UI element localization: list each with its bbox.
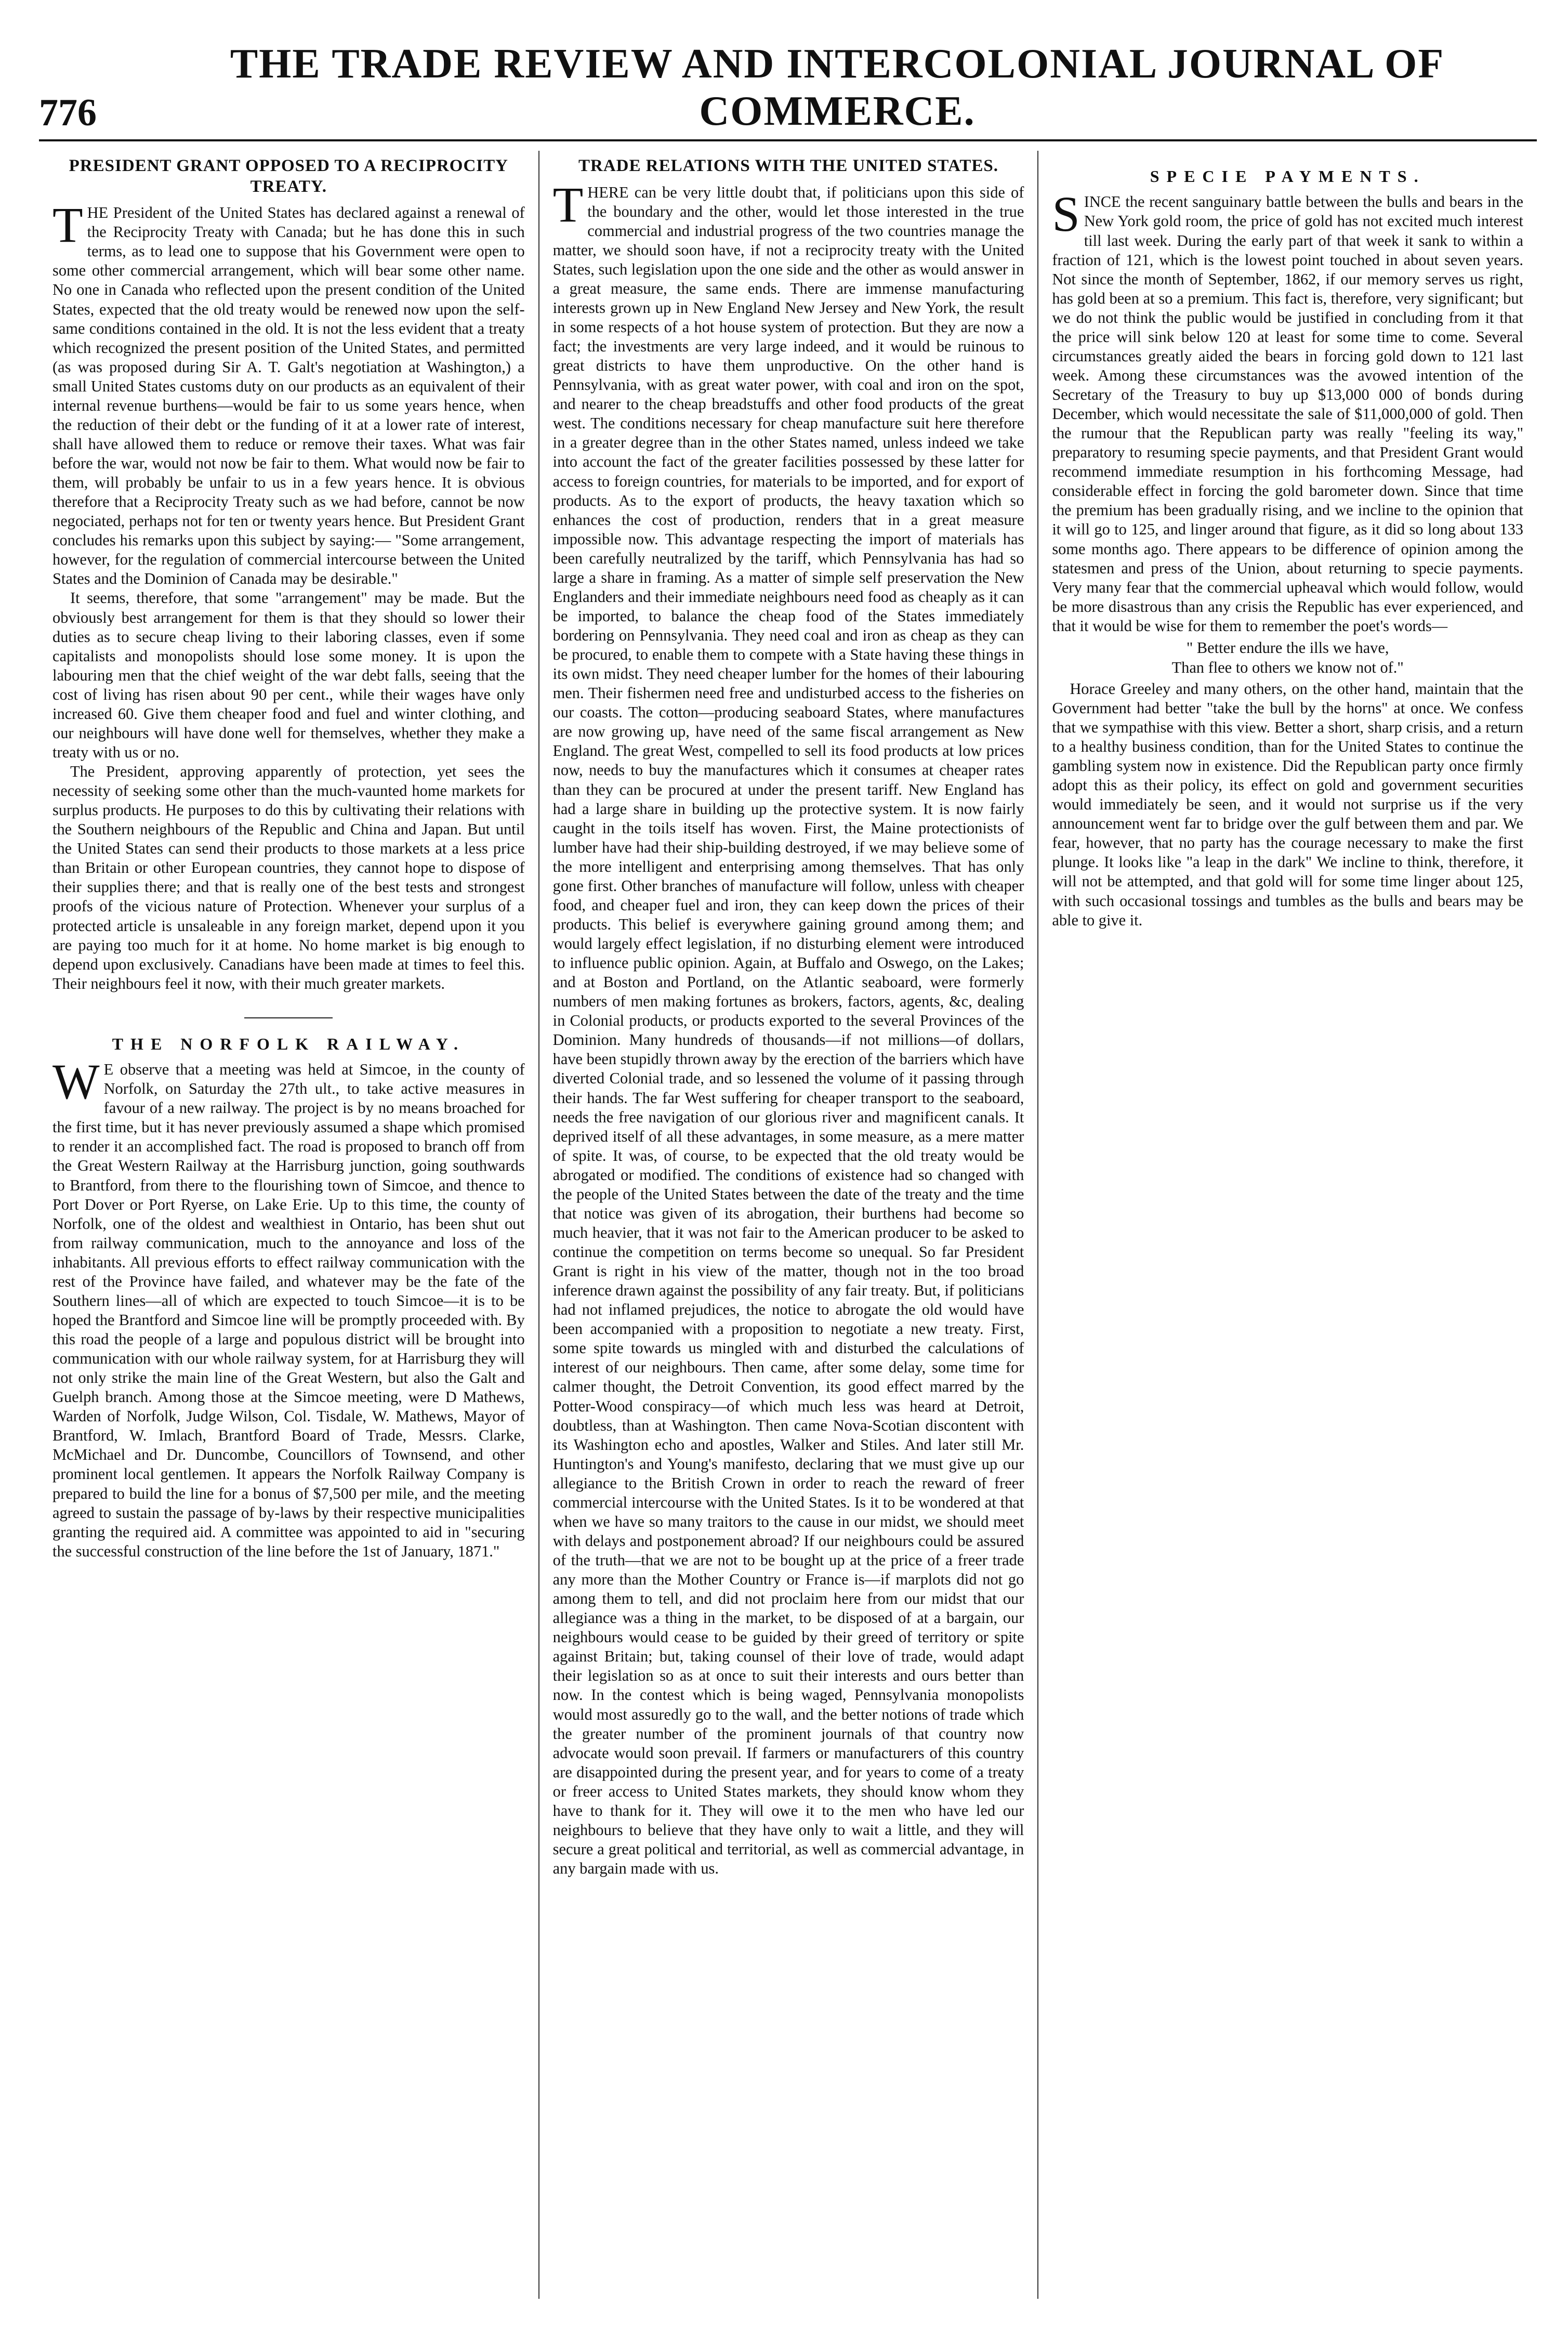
paragraph-text: HE President of the United States has declared against a renewal of the Reciprocity Treaty with Canada; but he has done this in such terms, as to lead one to suppose that his Government were open to some other commercial arrangement, which will bear some other name. No one in Canada who reflected upon the present condition of the United States, expected that the old treaty would be renewed now upon the self-same conditions contained in the old. It is not the less evident that a treaty which recognized the present position of the United States, and permitted (as was proposed during Sir A. T. Galt's negotiation at Washington,) a small United States customs duty on our products as an equivalent of their internal revenue burthens—would be fair to us some years hence, when the reduction of their debt or the funding of it at a lower rate of interest, shall have allowed them to reduce or remove their taxes. What was fair before the war, would not now be fair to them. What would now be fair to them, will probably be unfair to us in a few years hence. It is obvious therefore that a Reciprocity Treaty such as we had before, cannot be now negociated, perhaps not for ten or twenty years hence. But President Grant concludes his remarks upon this subject by saying:— "Some arrangement, however, for the regulation of commercial intercourse between the United States and the Dominion of Canada may be desirable." bbox=[52, 204, 525, 588]
column-3 bbox=[1037, 151, 1537, 2299]
paragraph-text: HERE can be very little doubt that, if politicians upon this side of the boundary and the other, would let those interested in the true commercial and industrial progress of the two countries manage the matter, we should soon have, if not a reciprocity treaty with the United States, such legislation upon the one side and the other as would answer in a great measure, the same ends. There are immense manufacturing interests grown up in New England New Jersey and New York, the result in some respects of a hot house system of protection. But they are now a fact; the investments are very large indeed, and it would be ruinous to great districts to have them unproductive. On the other hand is Pennsylvania, with as great water power, with coal and iron on the spot, and nearer to the cheap breadstuffs and other food products of the great west. The conditions necessary for cheap manufacture suit here therefore in a greater degree than in the other States named, unless indeed we take into account the fact of the greater facilities possessed by these latter for access to foreign countries, for materials to be imported, and for export of products. As to the export of products, the heavy taxation which so enhances the cost of production, renders that in a great measure impossible now. This advantage respecting the import of materials has been carefully neutralized by the tariff, which Pennsylvania has had so large a share in framing. As a matter of simple self preservation the New Englanders and their immediate neighbours need food as cheaply as it can be imported, to balance the cheap food of the States immediately bordering on Pennsylvania. They need coal and iron as cheap as they can be procured, to enable them to compete with a State having these things in its own midst. They need cheaper lumber for the homes of their labouring men. Their fishermen need free and undisturbed access to the fisheries on our coasts. The cotton—producing seaboard States, where manufactures are now growing up, have need of the same fiscal arrangement as New England. The great West, compelled to sell its food products at low prices now, needs to buy the manufactures which it consumes at cheaper rates than they can be procured at under the present tariff. New England has had a large share in building up the protective system. It is now fairly caught in the toils itself has woven. First, the Maine protectionists of lumber have had their ship-building destroyed, if we may believe some of the more intelligent and enterprising among themselves. That has only gone first. Other branches of manufacture will follow, unless with cheaper food, and cheaper fuel and iron, they can keep down the prices of their products. This belief is everywhere gaining ground among them; and would largely effect legislation, if no disturbing element were introduced to influence public opinion. Again, at Buffalo and Oswego, on the Lakes; and at Boston and Portland, on the Atlantic seaboard, were formerly numbers of men making fortunes as brokers, factors, agents, &c, dealing in Colonial products, or products exported to the several Provinces of the Dominion. Many hundreds of thousands—if not millions—of dollars, have been stupidly thrown away by the erection of the barriers which have diverted Colonial trade, and so lessened the volume of it passing through their hands. The far West suffering for cheaper transport to the seaboard, needs the free navigation of our glorious river and magnificent canals. It deprived itself of all these advantages, in some measure, as a mere matter of spite. It was, of course, to be expected that the old treaty would be abrogated or modified. The conditions of existence had so changed with the people of the United States between the date of the treaty and the time that notice was given of its abrogation, their burthens had become so much heavier, that it was not fair to the American producer to be asked to continue the competition on terms become so unequal. So far President Grant is right in his view of the matter, though not in the too broad inference drawn against the possibility of any fair treaty. But, if politicians had not inflamed prejudices, the notice to abrogate the old would have been accompanied with a proposition to negotiate a new treaty. First, some spite towards us mingled with and disturbed the calculations of interest of our neighbours. Then came, after some delay, some time for calmer thought, the Detroit Convention, its good effect marred by the Potter-Wood conspiracy—of which much less was heard at Detroit, doubtless, than at Washington. Then came Nova-Scotian discontent with its Washington echo and apostles, Walker and Stiles. And later still Mr. Huntington's and Young's manifesto, declaring that we must give up our allegiance to the British Crown in order to reach the reward of freer commercial intercourse with the United States. Is it to be wondered at that when we have so many traitors to the cause in our midst, we should meet with delays and postponement abroad? If our neighbours could be assured of the truth—that we are not to be bought up at the price of a freer trade any more than the Mother Country or France is—if marplots did not go among them to tell, and did not proclaim here from our midst that our allegiance was a thing in the market, to be disposed of at a bargain, our neighbours would cease to be guided by their greed of territory or spite against Britain; but, taking counsel of their love of trade, would adapt their legislation so as at once to suit their interests and ours better than now. In the contest which is being waged, Pennsylvania monopolists would most assuredly go to the wall, and the better notions of trade which the greater number of the prominent journals of that country now advocate would soon prevail. If farmers or manufacturers of this country are disappointed during the present year, and for years to come of a treaty or freer access to United States markets, they should know whom they have to thank for it. They will owe it to the men who have led our neighbours to believe that they have only to wait a little, and they will secure a great political and territorial, as well as commercial advantage, in any bargain made with us. bbox=[552, 183, 1024, 1878]
paragraph-text: INCE the recent sanguinary battle between the bulls and bears in the New York gold room, the price of gold has not excited much interest till last week. During the early part of that week it sank to within a fraction of 121, which is the lowest point touched in about seven years. Not since the month of September, 1862, if our memory serves us right, has gold been at so a premium. This fact is, therefore, very significant; but we do not think the public would be justified in concluding from it that the price will sink below 120 at least for some time to come. Several circumstances greatly aided the bears in forcing gold down to 121 last week. Among these circumstances was the avowed intention of the Secretary of the Treasury to buy up $13,000 000 of bonds during December, which would necessitate the sale of $11,000,000 of gold. Then the rumour that the Republican party was really "feeling its way," preparatory to resuming specie payments, and that President Grant would recommend immediate resumption in his forthcoming Message, had considerable effect in forcing the gold barometer down. Since that time the premium has been gradually rising, and we incline to the opinion that it will go to 125, and linger around that figure, as it did so long about 133 some months ago. There appears to be difference of opinion among the statesmen and press of the Union, about returning to specie payments. Very many fear that the commercial upheaval which would follow, would be more disastrous than any crisis the Republic has ever experienced, and that it would be wise for them to remember the poet's words— bbox=[1052, 193, 1523, 635]
drop-cap: W bbox=[52, 1054, 100, 1110]
article-title: THE NORFOLK RAILWAY. bbox=[112, 1034, 465, 1053]
article-title: SPECIE PAYMENTS. bbox=[1150, 167, 1426, 186]
article-paragraph bbox=[52, 197, 525, 588]
article-specie-payments bbox=[1052, 166, 1523, 930]
journal-title: THE TRADE REVIEW AND INTERCOLONIAL JOURNAL OF COMMERCE. bbox=[230, 41, 1445, 134]
drop-cap: S bbox=[1052, 186, 1080, 242]
article-title: PRESIDENT GRANT OPPOSED TO A RECIPROCITY TREATY. bbox=[69, 156, 508, 196]
article-paragraph bbox=[52, 1054, 525, 1561]
article-title: TRADE RELATIONS WITH THE UNITED STATES. bbox=[578, 156, 998, 175]
column-2 bbox=[538, 151, 1038, 2299]
article-paragraph: It seems, therefore, that some "arrangement" may be made. But the obviously best arrangement for them is that they should so lower their duties as to secure cheap living to their laboring classes, even if some capitalists and monopolists should lose some money. It is upon the labouring men that the chief weight of the war debt falls, seeing that the cost of living has risen about 90 per cent., while their wages have only increased 60. Give them cheaper food and fuel and winter clothing, and our neighbours will have done well for themselves, whether they make a treaty with us or no. bbox=[52, 589, 525, 761]
article-trade-relations bbox=[553, 156, 1024, 1878]
header-rule bbox=[39, 139, 1537, 141]
masthead bbox=[39, 41, 1537, 135]
paragraph-text: E observe that a meeting was held at Simcoe, in the county of Norfolk, on Saturday the 27th ult., to take active measures in favour of a new railway. The project is by no means broached for the first time, but it has never previously assumed a shape which promised to render it an accomplished fact. The road is proposed to branch off from the Great Western Railway at the Harrisburg junction, going southwards to Brantford, from there to the flourishing town of Simcoe, and thence to Port Dover or Port Ryerse, on Lake Erie. Up to this time, the county of Norfolk, one of the oldest and wealthiest in Ontario, has been shut out from railway communication, much to the annoyance and loss of the inhabitants. All previous efforts to effect railway communication with the rest of the Province have failed, and whatever may be the fate of the Southern lines—all of which are expected to touch Simcoe—it is to be hoped the Brantford and Simcoe line will be promptly proceeded with. By this road the people of a large and populous district will be brought into communication with our whole railway system, for at Harrisburg they will not only strike the main line of the Great Western, but also the Galt and Guelph branch. Among those at the Simcoe meeting, were D Mathews, Warden of Norfolk, Judge Wilson, Col. Tisdale, W. Mathews, Mayor of Brantford, W. Imlach, Brantford Board of Trade, Messrs. Clarke, McMichael and Dr. Duncombe, Councillors of Townsend, and other prominent local gentlemen. It appears the Norfolk Railway Company is prepared to build the line for a bonus of $7,500 per mile, and the meeting agreed to sustain the passage of by-laws by their respective municipalities granting the required aid. A committee was appointed to aid in "securing the successful construction of the line before the 1st of January, 1871." bbox=[52, 1061, 525, 1560]
article-columns bbox=[39, 151, 1537, 2299]
drop-cap: T bbox=[52, 197, 83, 253]
page-number: 776 bbox=[39, 91, 97, 134]
article-reciprocity bbox=[52, 156, 525, 993]
quote-line: Than flee to others we know not of." bbox=[1171, 658, 1404, 676]
article-paragraph: The President, approving apparently of protection, yet sees the necessity of seeking some other than the much-vaunted home markets for surplus products. He purposes to do this by cultivating their relations with the Southern neighbours of the Republic and China and Japan. But until the United States can send their products to those markets at a less price than Britain or other European countries, they cannot hope to dispose of their supplies there; and that is really one of the best tests and strongest proofs of the vicious nature of Protection. Whenever your surplus of a protected article is unsaleable in any foreign market, depend upon it you are paying too much for it at home. No home market is big enough to depend upon exclusively. Canadians have been made at times to feel this. Their neighbours feel it now, with their much greater markets. bbox=[52, 763, 525, 992]
article-paragraph bbox=[1052, 186, 1523, 635]
article-paragraph: Horace Greeley and many others, on the other hand, maintain that the Government had better "take the bull by the horns" at once. We confess that we sympathise with this view. Better a short, sharp crisis, and a return to a healthy business condition, than for the United States to continue the gambling system now in existence. Did the Republican party once firmly adopt this as their policy, its effect on gold and government securities would immediately be seen, and it would not surprise us if the very announcement went far to bridge over the gulf between them and par. We fear, however, that no party has the courage necessary to make the first plunge. It looks like "a leap in the dark" We incline to think, therefore, it will not be attempted, and that gold will for some time linger about 125, with such occasional tossings and tumbles as the bulls and bears may be able to give it. bbox=[1052, 679, 1523, 929]
article-norfolk bbox=[52, 1034, 525, 1561]
quote-line: " Better endure the ills we have, bbox=[1186, 638, 1389, 657]
article-paragraph bbox=[552, 176, 1024, 1879]
drop-cap: T bbox=[552, 176, 584, 232]
article-separator bbox=[244, 1017, 333, 1018]
column-1 bbox=[39, 151, 538, 2299]
poem-quote bbox=[1052, 638, 1523, 677]
